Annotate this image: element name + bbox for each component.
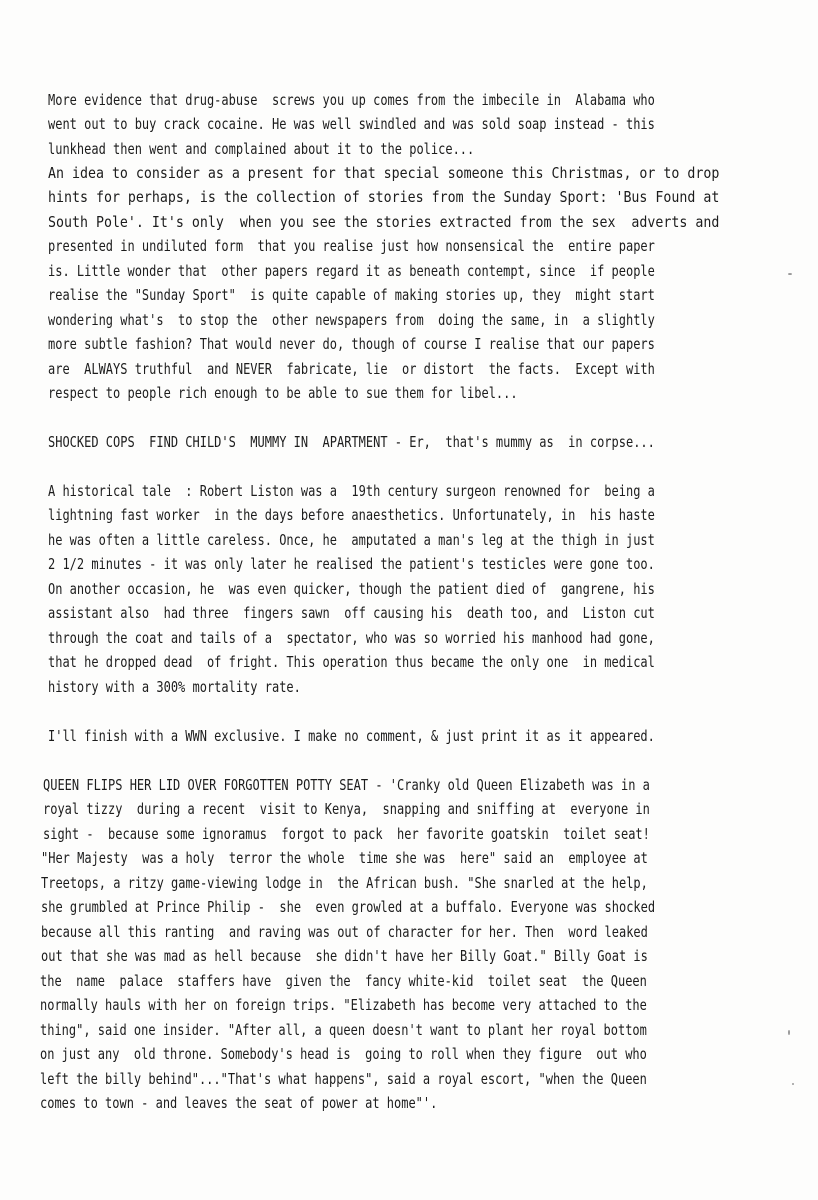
text-line: royal tizzy during a recent visit to Kenya, snapping and sniffing at everyone in [43, 800, 650, 818]
text-line: on just any old throne. Somebody's head is going to roll when they figure out who [40, 1045, 647, 1063]
text-line: respect to people rich enough to be able to sue them for libel... [48, 384, 518, 402]
text-line: "Her Majesty was a holy terror the whole time she was here" said an employee at [41, 849, 648, 867]
headline-line: SHOCKED COPS FIND CHILD'S MUMMY IN APARTMENT - Er, that's mummy as in corpse... [48, 433, 655, 451]
text-line: thing", said one insider. "After all, a queen doesn't want to plant her royal bottom [40, 1021, 647, 1039]
text-line: An idea to consider as a present for that special someone this Christmas, or to drop [48, 164, 720, 182]
text-line: 2 1/2 minutes - it was only later he realised the patient's testicles were gone too. [48, 555, 655, 573]
text-line: more subtle fashion? That would never do, though of course I realise that our papers [48, 335, 655, 353]
text-line: sight - because some ignoramus forgot to pack her favorite goatskin toilet seat! [43, 825, 650, 843]
text-line: are ALWAYS truthful and NEVER fabricate, lie or distort the facts. Except with [48, 360, 655, 378]
text-line: realise the "Sunday Sport" is quite capable of making stories up, they might start [48, 286, 655, 304]
text-line: lightning fast worker in the days before anaesthetics. Unfortunately, in his haste [48, 506, 655, 524]
text-line: assistant also had three fingers sawn off causing his death too, and Liston cut [48, 604, 655, 622]
text-line: Treetops, a ritzy game-viewing lodge in the African bush. "She snarled at the help, [41, 874, 648, 892]
text-line: because all this ranting and raving was out of character for her. Then word leaked [41, 923, 648, 941]
text-line: lunkhead then went and complained about it to the police... [48, 140, 475, 158]
text-line: went out to buy crack cocaine. He was well swindled and was sold soap instead - this [48, 115, 655, 133]
text-line: South Pole'. It's only when you see the stories extracted from the sex adverts and [48, 213, 720, 231]
text-line: On another occasion, he was even quicker, though the patient died of gangrene, his [48, 580, 655, 598]
text-line: wondering what's to stop the other newspapers from doing the same, in a slightly [48, 311, 655, 329]
scan-speck [788, 1030, 790, 1035]
scan-speck [792, 1083, 794, 1085]
text-line: I'll finish with a WWN exclusive. I make no comment, & just print it as it appeared. [48, 727, 655, 745]
text-line: she grumbled at Prince Philip - she even growled at a buffalo. Everyone was shocked [41, 898, 656, 916]
text-line: presented in undiluted form that you realise just how nonsensical the entire paper [48, 237, 655, 255]
text-line: is. Little wonder that other papers regard it as beneath contempt, since if people [48, 262, 655, 280]
text-line: comes to town - and leaves the seat of power at home"'. [40, 1094, 438, 1112]
text-line: the name palace staffers have given the fancy white-kid toilet seat the Queen [40, 972, 647, 990]
scan-speck [788, 273, 792, 275]
text-line: through the coat and tails of a spectator, who was so worried his manhood had gone, [48, 629, 655, 647]
text-line: left the billy behind"..."That's what happens", said a royal escort, "when the Queen [40, 1070, 647, 1088]
text-line: QUEEN FLIPS HER LID OVER FORGOTTEN POTTY SEAT - 'Cranky old Queen Elizabeth was in a [43, 776, 650, 794]
text-line: A historical tale : Robert Liston was a 19th century surgeon renowned for being a [48, 482, 655, 500]
text-line: hints for perhaps, is the collection of stories from the Sunday Sport: 'Bus Found at [48, 188, 720, 206]
text-line: More evidence that drug-abuse screws you up comes from the imbecile in Alabama who [48, 91, 655, 109]
text-line: history with a 300% mortality rate. [48, 678, 301, 696]
text-line: out that she was mad as hell because she didn't have her Billy Goat." Billy Goat is [41, 947, 648, 965]
text-line: that he dropped dead of fright. This operation thus became the only one in medical [48, 653, 655, 671]
text-line: normally hauls with her on foreign trips. "Elizabeth has become very attached to the [40, 996, 647, 1014]
text-line: he was often a little careless. Once, he amputated a man's leg at the thigh in just [48, 531, 655, 549]
